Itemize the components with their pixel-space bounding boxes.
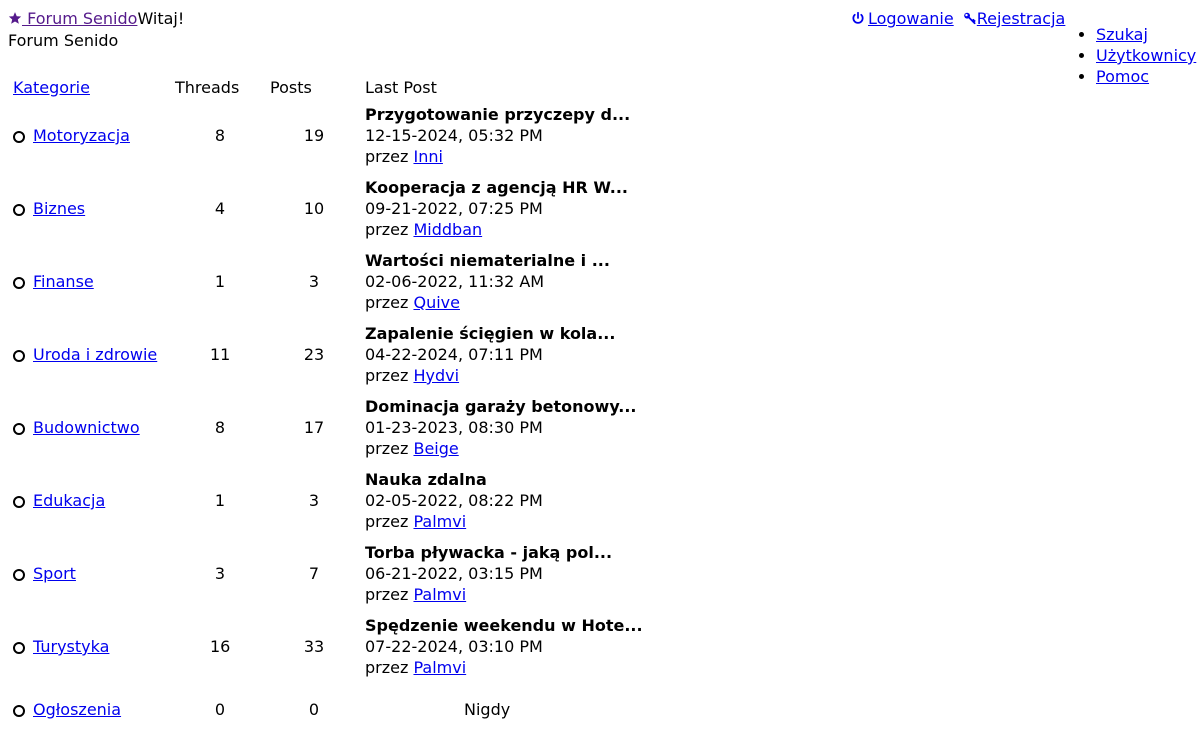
posts-cell [270, 610, 365, 683]
table-row [8, 391, 643, 464]
last-post-cell [365, 172, 643, 245]
nav-item-help [1096, 66, 1196, 87]
last-post-title[interactable]: Przygotowanie przyczepy d... [365, 105, 631, 124]
category-link[interactable]: Biznes [33, 199, 86, 218]
last-post-cell [365, 610, 643, 683]
threads-count: 1 [214, 272, 226, 291]
last-post-cell [365, 99, 643, 172]
by-prefix: przez [365, 658, 414, 677]
posts-count: 0 [308, 699, 320, 719]
threads-cell [175, 391, 270, 464]
threads-cell [175, 610, 270, 683]
register-link[interactable] [963, 9, 1066, 28]
posts-cell [270, 318, 365, 391]
threads-count: 3 [214, 564, 226, 583]
forum-status-icon [13, 569, 25, 581]
posts-count: 19 [303, 126, 325, 145]
last-post-by [365, 365, 643, 386]
last-post-title[interactable]: Wartości niematerialne i ... [365, 251, 610, 270]
posts-cell [270, 172, 365, 245]
forum-status-icon [13, 705, 25, 717]
author-link[interactable]: Beige [413, 439, 459, 458]
last-post-by [365, 511, 643, 532]
posts-count: 7 [308, 564, 320, 583]
category-link[interactable]: Edukacja [33, 491, 106, 510]
table-row [8, 537, 643, 610]
threads-cell [175, 683, 270, 735]
threads-cell [175, 464, 270, 537]
threads-cell [175, 172, 270, 245]
category-cell [8, 464, 175, 537]
threads-count: 0 [214, 699, 226, 719]
by-prefix: przez [365, 147, 414, 166]
by-prefix: przez [365, 220, 414, 239]
last-post-cell [365, 537, 643, 610]
category-link[interactable]: Motoryzacja [33, 126, 130, 145]
login-link[interactable] [851, 9, 954, 28]
table-row [8, 99, 643, 172]
header-posts-label: Posts [270, 77, 312, 97]
last-post-by [365, 146, 643, 167]
last-post-by [365, 219, 643, 240]
last-post-cell [365, 683, 643, 735]
posts-cell [270, 683, 365, 735]
nav-link-search[interactable]: Szukaj [1096, 25, 1148, 44]
star-icon [8, 11, 22, 25]
last-post-by [365, 584, 643, 605]
welcome-text: Witaj! [137, 9, 185, 28]
nav-list [1078, 24, 1196, 87]
category-link[interactable]: Finanse [33, 272, 94, 291]
table-row [8, 318, 643, 391]
posts-count: 33 [303, 637, 325, 656]
table-row [8, 464, 643, 537]
category-link[interactable]: Turystyka [33, 637, 110, 656]
posts-cell [270, 391, 365, 464]
forum-status-icon [13, 496, 25, 508]
category-cell [8, 537, 175, 610]
posts-count: 23 [303, 345, 325, 364]
posts-count: 3 [308, 272, 320, 291]
forum-status-icon [13, 277, 25, 289]
table-row [8, 245, 643, 318]
threads-count: 1 [214, 491, 226, 510]
register-label: Rejestracja [976, 9, 1066, 28]
last-post-date: 12-15-2024, 05:32 PM [365, 126, 543, 145]
table-body [8, 99, 643, 735]
last-post-cell [365, 245, 643, 318]
threads-cell [175, 318, 270, 391]
category-link[interactable]: Sport [33, 564, 76, 583]
by-prefix: przez [365, 512, 414, 531]
by-prefix: przez [365, 585, 414, 604]
author-link[interactable]: Palmvi [413, 512, 467, 531]
header-last-post [365, 75, 643, 99]
author-link[interactable]: Quive [413, 293, 460, 312]
category-cell [8, 683, 175, 735]
last-post-date: 02-06-2022, 11:32 AM [365, 272, 545, 291]
table-header-row [8, 75, 643, 99]
forum-status-icon [13, 642, 25, 654]
key-icon [963, 11, 977, 25]
author-link[interactable]: Palmvi [413, 658, 467, 677]
category-link[interactable]: Ogłoszenia [33, 699, 122, 719]
posts-count: 17 [303, 418, 325, 437]
forum-status-icon [13, 131, 25, 143]
last-post-title[interactable]: Torba pływacka - jaką pol... [365, 543, 613, 562]
forum-home-link[interactable] [8, 9, 137, 28]
nav-item-search [1096, 24, 1196, 45]
last-post-title[interactable]: Zapalenie ścięgien w kola... [365, 324, 616, 343]
threads-count: 11 [210, 345, 231, 364]
table-row [8, 683, 643, 735]
forum-status-icon [13, 204, 25, 216]
by-prefix: przez [365, 439, 414, 458]
last-post-date: 01-23-2023, 08:30 PM [365, 418, 543, 437]
threads-count: 16 [210, 637, 231, 656]
author-link[interactable]: Palmvi [413, 585, 467, 604]
category-link[interactable]: Uroda i zdrowie [33, 345, 158, 364]
login-label: Logowanie [868, 9, 954, 28]
posts-count: 3 [308, 491, 320, 510]
auth-links [851, 8, 1065, 29]
last-post-date: 02-05-2022, 08:22 PM [365, 491, 543, 510]
last-post-title[interactable]: Spędzenie weekendu w Hote... [365, 616, 643, 635]
nav-item-users [1096, 45, 1196, 66]
threads-cell [175, 99, 270, 172]
forum-table [8, 75, 643, 735]
last-post-cell [365, 464, 643, 537]
posts-cell [270, 537, 365, 610]
site-title [8, 8, 184, 29]
header-category-link[interactable]: Kategorie [13, 77, 90, 97]
category-cell [8, 172, 175, 245]
header-threads-label: Threads [175, 77, 240, 97]
last-post-date: 06-21-2022, 03:15 PM [365, 564, 543, 583]
last-post-by [365, 292, 643, 313]
last-post-cell [365, 391, 643, 464]
header-last-post-label: Last Post [365, 77, 437, 97]
last-post-by [365, 657, 643, 678]
threads-count: 4 [214, 199, 226, 218]
author-link[interactable]: Middban [413, 220, 483, 239]
nav-link-help[interactable]: Pomoc [1096, 67, 1150, 86]
last-post-date: 09-21-2022, 07:25 PM [365, 199, 543, 218]
table-row [8, 172, 643, 245]
last-post-date: 04-22-2024, 07:11 PM [365, 345, 543, 364]
category-cell [8, 391, 175, 464]
posts-cell [270, 245, 365, 318]
header-posts [270, 75, 365, 99]
category-cell [8, 99, 175, 172]
last-post-title[interactable]: Nauka zdalna [365, 470, 487, 489]
by-prefix: przez [365, 293, 414, 312]
last-post-title[interactable]: Dominacja garaży betonowy... [365, 397, 637, 416]
category-cell [8, 245, 175, 318]
category-cell [8, 610, 175, 683]
threads-cell [175, 245, 270, 318]
by-prefix: przez [365, 366, 414, 385]
last-post-title[interactable]: Kooperacja z agencją HR W... [365, 178, 628, 197]
forum-status-icon [13, 350, 25, 362]
header-category [8, 75, 175, 99]
table-row [8, 610, 643, 683]
last-post-date: 07-22-2024, 03:10 PM [365, 637, 543, 656]
threads-count: 8 [214, 126, 226, 145]
category-link[interactable]: Budownictwo [33, 418, 140, 437]
last-post-cell [365, 318, 643, 391]
posts-cell [270, 464, 365, 537]
threads-count: 8 [214, 418, 226, 437]
no-posts-label: Nigdy [464, 699, 511, 719]
threads-cell [175, 537, 270, 610]
posts-cell [270, 99, 365, 172]
author-link[interactable]: Inni [413, 147, 443, 166]
power-icon [851, 11, 865, 25]
forum-home-label: Forum Senido [22, 9, 138, 28]
author-link[interactable]: Hydvi [413, 366, 460, 385]
posts-count: 10 [303, 199, 325, 218]
site-subtitle: Forum Senido [8, 31, 119, 50]
header-threads [175, 75, 270, 99]
forum-status-icon [13, 423, 25, 435]
category-cell [8, 318, 175, 391]
last-post-by [365, 438, 643, 459]
nav-link-users[interactable]: Użytkownicy [1096, 46, 1197, 65]
